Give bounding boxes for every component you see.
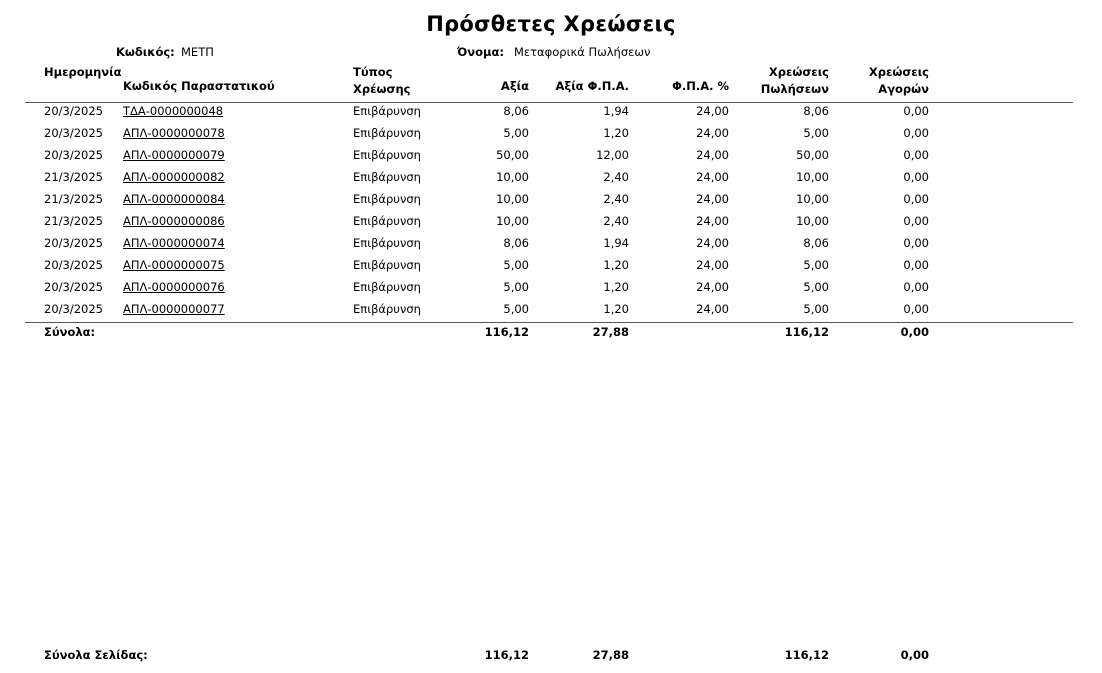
row-vat-value: 1,20	[603, 280, 629, 294]
row-date: 20/3/2025	[44, 148, 103, 162]
page-totals-sales: 116,12	[784, 648, 829, 662]
totals-label: Σύνολα:	[44, 325, 96, 339]
col-type-header-2: Χρέωσης	[353, 82, 411, 96]
table-row	[0, 299, 1102, 321]
table-row	[0, 145, 1102, 167]
row-charge-type: Επιβάρυνση	[353, 280, 421, 294]
name-label: Όνομα:	[457, 45, 504, 59]
table-row	[0, 167, 1102, 189]
table-row	[0, 233, 1102, 255]
row-sales-charge: 10,00	[796, 214, 829, 228]
row-vat-value: 2,40	[603, 170, 629, 184]
table-row	[0, 189, 1102, 211]
row-sales-charge: 5,00	[803, 126, 829, 140]
row-value: 10,00	[496, 170, 529, 184]
row-date: 20/3/2025	[44, 258, 103, 272]
row-doc-link[interactable]: ΑΠΛ-0000000074	[123, 236, 225, 250]
row-vat-value: 1,94	[603, 236, 629, 250]
row-purchase-charge: 0,00	[903, 214, 929, 228]
row-date: 20/3/2025	[44, 104, 103, 118]
totals-divider	[25, 322, 1073, 323]
row-vat-pct: 24,00	[696, 214, 729, 228]
row-vat-pct: 24,00	[696, 192, 729, 206]
row-doc-link[interactable]: ΑΠΛ-0000000086	[123, 214, 225, 228]
row-date: 21/3/2025	[44, 170, 103, 184]
col-date-header: Ημερομηνία	[44, 65, 122, 79]
row-doc-link[interactable]: ΑΠΛ-0000000078	[123, 126, 225, 140]
row-vat-value: 1,94	[603, 104, 629, 118]
col-sales-header-2: Πωλήσεων	[760, 82, 829, 96]
row-vat-value: 12,00	[596, 148, 629, 162]
page-totals-purch: 0,00	[900, 648, 929, 662]
row-vat-pct: 24,00	[696, 280, 729, 294]
row-value: 5,00	[503, 280, 529, 294]
row-charge-type: Επιβάρυνση	[353, 192, 421, 206]
row-date: 20/3/2025	[44, 126, 103, 140]
row-charge-type: Επιβάρυνση	[353, 302, 421, 316]
row-vat-value: 1,20	[603, 126, 629, 140]
row-purchase-charge: 0,00	[903, 258, 929, 272]
row-charge-type: Επιβάρυνση	[353, 170, 421, 184]
code-label: Κωδικός:	[116, 45, 175, 59]
row-vat-pct: 24,00	[696, 104, 729, 118]
row-date: 20/3/2025	[44, 236, 103, 250]
row-date: 21/3/2025	[44, 214, 103, 228]
row-purchase-charge: 0,00	[903, 104, 929, 118]
row-date: 20/3/2025	[44, 302, 103, 316]
col-purch-header-2: Αγορών	[878, 82, 929, 96]
col-sales-header-1: Χρεώσεις	[768, 65, 829, 79]
row-vat-pct: 24,00	[696, 236, 729, 250]
row-sales-charge: 10,00	[796, 170, 829, 184]
row-vat-pct: 24,00	[696, 148, 729, 162]
col-vat-value-header: Αξία Φ.Π.Α.	[555, 79, 629, 93]
row-charge-type: Επιβάρυνση	[353, 258, 421, 272]
row-purchase-charge: 0,00	[903, 236, 929, 250]
row-value: 5,00	[503, 126, 529, 140]
row-vat-pct: 24,00	[696, 258, 729, 272]
row-vat-value: 1,20	[603, 302, 629, 316]
row-doc-link[interactable]: ΑΠΛ-0000000079	[123, 148, 225, 162]
row-doc-link[interactable]: ΑΠΛ-0000000084	[123, 192, 225, 206]
row-charge-type: Επιβάρυνση	[353, 126, 421, 140]
col-purch-header-1: Χρεώσεις	[868, 65, 929, 79]
col-doc-header: Κωδικός Παραστατικού	[123, 79, 275, 93]
row-charge-type: Επιβάρυνση	[353, 236, 421, 250]
row-purchase-charge: 0,00	[903, 280, 929, 294]
row-value: 8,06	[503, 236, 529, 250]
row-purchase-charge: 0,00	[903, 148, 929, 162]
totals-value: 116,12	[484, 325, 529, 339]
row-charge-type: Επιβάρυνση	[353, 104, 421, 118]
row-charge-type: Επιβάρυνση	[353, 214, 421, 228]
table-row	[0, 211, 1102, 233]
row-value: 5,00	[503, 302, 529, 316]
row-vat-pct: 24,00	[696, 170, 729, 184]
row-doc-link[interactable]: ΑΠΛ-0000000077	[123, 302, 225, 316]
row-sales-charge: 5,00	[803, 280, 829, 294]
report-title: Πρόσθετες Χρεώσεις	[426, 12, 676, 36]
row-doc-link[interactable]: ΑΠΛ-0000000076	[123, 280, 225, 294]
row-sales-charge: 8,06	[803, 104, 829, 118]
table-row	[0, 123, 1102, 145]
row-value: 50,00	[496, 148, 529, 162]
row-sales-charge: 50,00	[796, 148, 829, 162]
col-vat-pct-header: Φ.Π.Α. %	[672, 79, 729, 93]
row-vat-value: 2,40	[603, 192, 629, 206]
row-date: 20/3/2025	[44, 280, 103, 294]
table-row	[0, 255, 1102, 277]
col-type-header-1: Τύπος	[353, 65, 393, 79]
row-value: 10,00	[496, 192, 529, 206]
row-doc-link[interactable]: ΤΔΑ-0000000048	[123, 104, 224, 118]
row-value: 5,00	[503, 258, 529, 272]
page-totals-vat: 27,88	[592, 648, 629, 662]
name-value: Μεταφορικά Πωλήσεων	[514, 45, 651, 59]
page-totals-label: Σύνολα Σελίδας:	[44, 648, 148, 662]
table-row	[0, 101, 1102, 123]
row-date: 21/3/2025	[44, 192, 103, 206]
row-sales-charge: 8,06	[803, 236, 829, 250]
page-totals-value: 116,12	[484, 648, 529, 662]
row-vat-value: 1,20	[603, 258, 629, 272]
row-charge-type: Επιβάρυνση	[353, 148, 421, 162]
row-vat-pct: 24,00	[696, 126, 729, 140]
row-value: 8,06	[503, 104, 529, 118]
row-doc-link[interactable]: ΑΠΛ-0000000082	[123, 170, 225, 184]
row-sales-charge: 10,00	[796, 192, 829, 206]
row-purchase-charge: 0,00	[903, 302, 929, 316]
row-sales-charge: 5,00	[803, 258, 829, 272]
row-purchase-charge: 0,00	[903, 126, 929, 140]
table-row	[0, 277, 1102, 299]
totals-purch: 0,00	[900, 325, 929, 339]
row-value: 10,00	[496, 214, 529, 228]
row-purchase-charge: 0,00	[903, 170, 929, 184]
row-vat-value: 2,40	[603, 214, 629, 228]
code-value: ΜΕΤΠ	[181, 45, 214, 59]
totals-vat: 27,88	[592, 325, 629, 339]
row-purchase-charge: 0,00	[903, 192, 929, 206]
row-sales-charge: 5,00	[803, 302, 829, 316]
col-value-header: Αξία	[500, 79, 529, 93]
row-doc-link[interactable]: ΑΠΛ-0000000075	[123, 258, 225, 272]
row-vat-pct: 24,00	[696, 302, 729, 316]
totals-sales: 116,12	[784, 325, 829, 339]
